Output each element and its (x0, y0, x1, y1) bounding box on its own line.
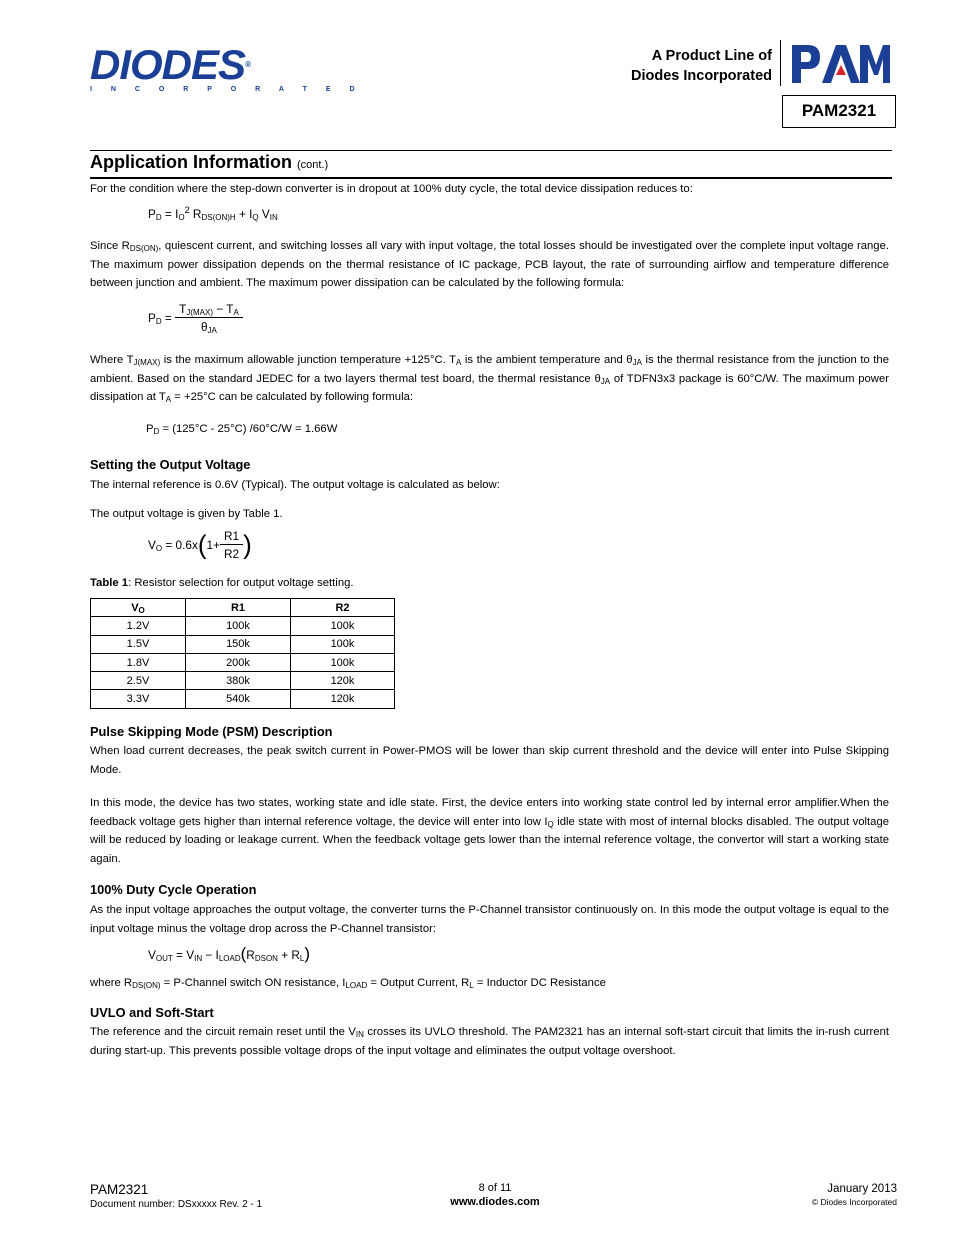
resistor-table (90, 598, 395, 709)
cell-r1: 200k (186, 653, 291, 671)
cell-r1: 100k (186, 617, 291, 635)
cell-r1: 380k (186, 672, 291, 690)
footer-right (812, 1183, 897, 1207)
footer-page: 8 of 11 (478, 1182, 512, 1194)
cell-r1: 150k (186, 635, 291, 653)
diodes-logo: DIODES® I N C O R P O R A T E D (90, 41, 364, 93)
table-row (91, 635, 395, 653)
paragraph-reference: The internal reference is 0.6V (Typical). The output voltage is calculated as below: (90, 479, 500, 491)
cell-vo: 1.2V (91, 617, 186, 635)
col-header-vo: $V_O$ (91, 599, 186, 617)
col-header-r1: R1 (186, 599, 291, 617)
title-top-rule (90, 150, 892, 151)
section-title: Application Information (cont.) (90, 152, 329, 172)
paragraph-uvlo: The reference and the circuit remain reset until the $V_{IN}$ crosses its UVLO threshold. The PAM2321 has an internal soft-start circuit that limits the in-rush current during start-up. This prevents possible voltage drops of the input voltage and eliminates the output voltage overshoot. (90, 1026, 889, 1057)
footer-center (420, 1182, 570, 1208)
footer-left (90, 1182, 262, 1210)
part-number-box: PAM2321 (782, 95, 896, 128)
footer-date: January 2013 (827, 1183, 897, 1195)
paragraph-duty-cycle: As the input voltage approaches the output voltage, the converter turns the P-Channel transistor continuously on. In this mode the output voltage is equal to the input voltage minus the voltage drop across the P-Channel transistor: (90, 904, 889, 935)
title-rule (90, 177, 892, 179)
table-row (91, 617, 395, 635)
table-header-row (91, 599, 395, 617)
paragraph-thermal: Where $T_{J(MAX)}$ is the maximum allowable junction temperature +125°C. $T_A$ is the ambient temperature and $\theta_{JA}$ is the thermal resistance from the junction to the ambient. Based on the standard JEDEC for a two layers thermal test board, the thermal resistance $\theta_{JA}$ of TDFN3x3 package is 60°C/W. The maximum power dissipation at $T_A = +25^\circ C$ can be calculated by following formula: (90, 354, 889, 405)
table-row (91, 690, 395, 708)
cell-r2: 100k (291, 617, 395, 635)
paragraph-dropout: For the condition where the step-down converter is in dropout at 100% duty cycle, the total device dissipation reduces to: (90, 183, 693, 195)
paragraph-table-ref: The output voltage is given by Table 1. (90, 508, 283, 520)
cell-r2: 100k (291, 653, 395, 671)
cell-vo: 3.3V (91, 690, 186, 708)
cell-vo: 2.5V (91, 672, 186, 690)
paragraph-where: where $R_{DS(ON)}$ = P-Channel switch ON resistance, $I_{LOAD}$ = Output Current, $R_L$ = Inductor DC Resistance (90, 977, 606, 990)
footer-url[interactable]: www.diodes.com (450, 1196, 540, 1208)
heading-duty-cycle: 100% Duty Cycle Operation (90, 882, 257, 897)
pd-calculation: $P_D = (125^\circ C - 25^\circ C) /60^\circ C/W = 1.66W$ (146, 423, 338, 436)
footer-part: PAM2321 (90, 1182, 149, 1197)
formula-pd-dropout: $P_D = I_O^2$ $R_{DS(ON)H} + I_Q$ $V_{IN}$ (148, 205, 278, 222)
cell-r2: 100k (291, 635, 395, 653)
cell-vo: 1.5V (91, 635, 186, 653)
cell-r2: 120k (291, 690, 395, 708)
formula-vout: $V_O = 0.6x(1+$ $\frac{R1}{R2}$ ) (148, 529, 252, 561)
heading-setting-output: Setting the Output Voltage (90, 457, 251, 472)
cell-r2: 120k (291, 672, 395, 690)
paragraph-psm-2: In this mode, the device has two states, working state and idle state. First, the device enters into working state control led by internal error amplifier.When the feedback voltage gets higher than internal reference voltage, the device will enter into low $I_Q$ idle state with most of internal blocks disabled. The output voltage will be reduced by loading or leakage current. When the feedback voltage gets lower than the internal reference voltage, the convertor will start a working state again. (90, 797, 890, 866)
cell-r1: 540k (186, 690, 291, 708)
diodes-logo-subtext: I N C O R P O R A T E D (90, 86, 364, 93)
cell-vo: 1.8V (91, 653, 186, 671)
heading-psm: Pulse Skipping Mode (PSM) Description (90, 724, 333, 739)
pam-logo (790, 41, 892, 90)
table-row (91, 653, 395, 671)
footer-doc-number: Document number: DSxxxxx Rev. 2 - 1 (90, 1199, 263, 1210)
formula-pd-thermal: $P_D$ = $\frac{T_{J(MAX)} - T_A}{\theta_{JA}}$ (148, 302, 243, 334)
header-divider (780, 40, 781, 86)
table-caption: Table 1: Resistor selection for output voltage setting. (90, 577, 354, 589)
paragraph-psm-1: When load current decreases, the peak switch current in Power-PMOS will be lower than skip current threshold and the device will enter into Pulse Skipping Mode. (90, 745, 889, 776)
col-header-r2: R2 (291, 599, 395, 617)
footer-copyright: © Diodes Incorporated (811, 1197, 897, 1207)
product-line-text: A Product Line of Diodes Incorporated (631, 48, 772, 84)
paragraph-losses: Since $R_{DS(ON)}$, quiescent current, and switching losses all vary with input voltage, the total losses should be investigated over the complete input voltage range. The maximum power dissipation depends on the thermal resistance of IC package, PCB layout, the rate of surrounding airflow and temperature difference between junction and ambient. The maximum power dissipation can be calculated by the following formula: (90, 240, 889, 290)
heading-uvlo: UVLO and Soft-Start (90, 1005, 214, 1020)
formula-vout-dropout: $V_{OUT} = V_{IN} - I_{LOAD}(R_{DSON} + R_L)$ (148, 944, 311, 963)
table-row (91, 672, 395, 690)
